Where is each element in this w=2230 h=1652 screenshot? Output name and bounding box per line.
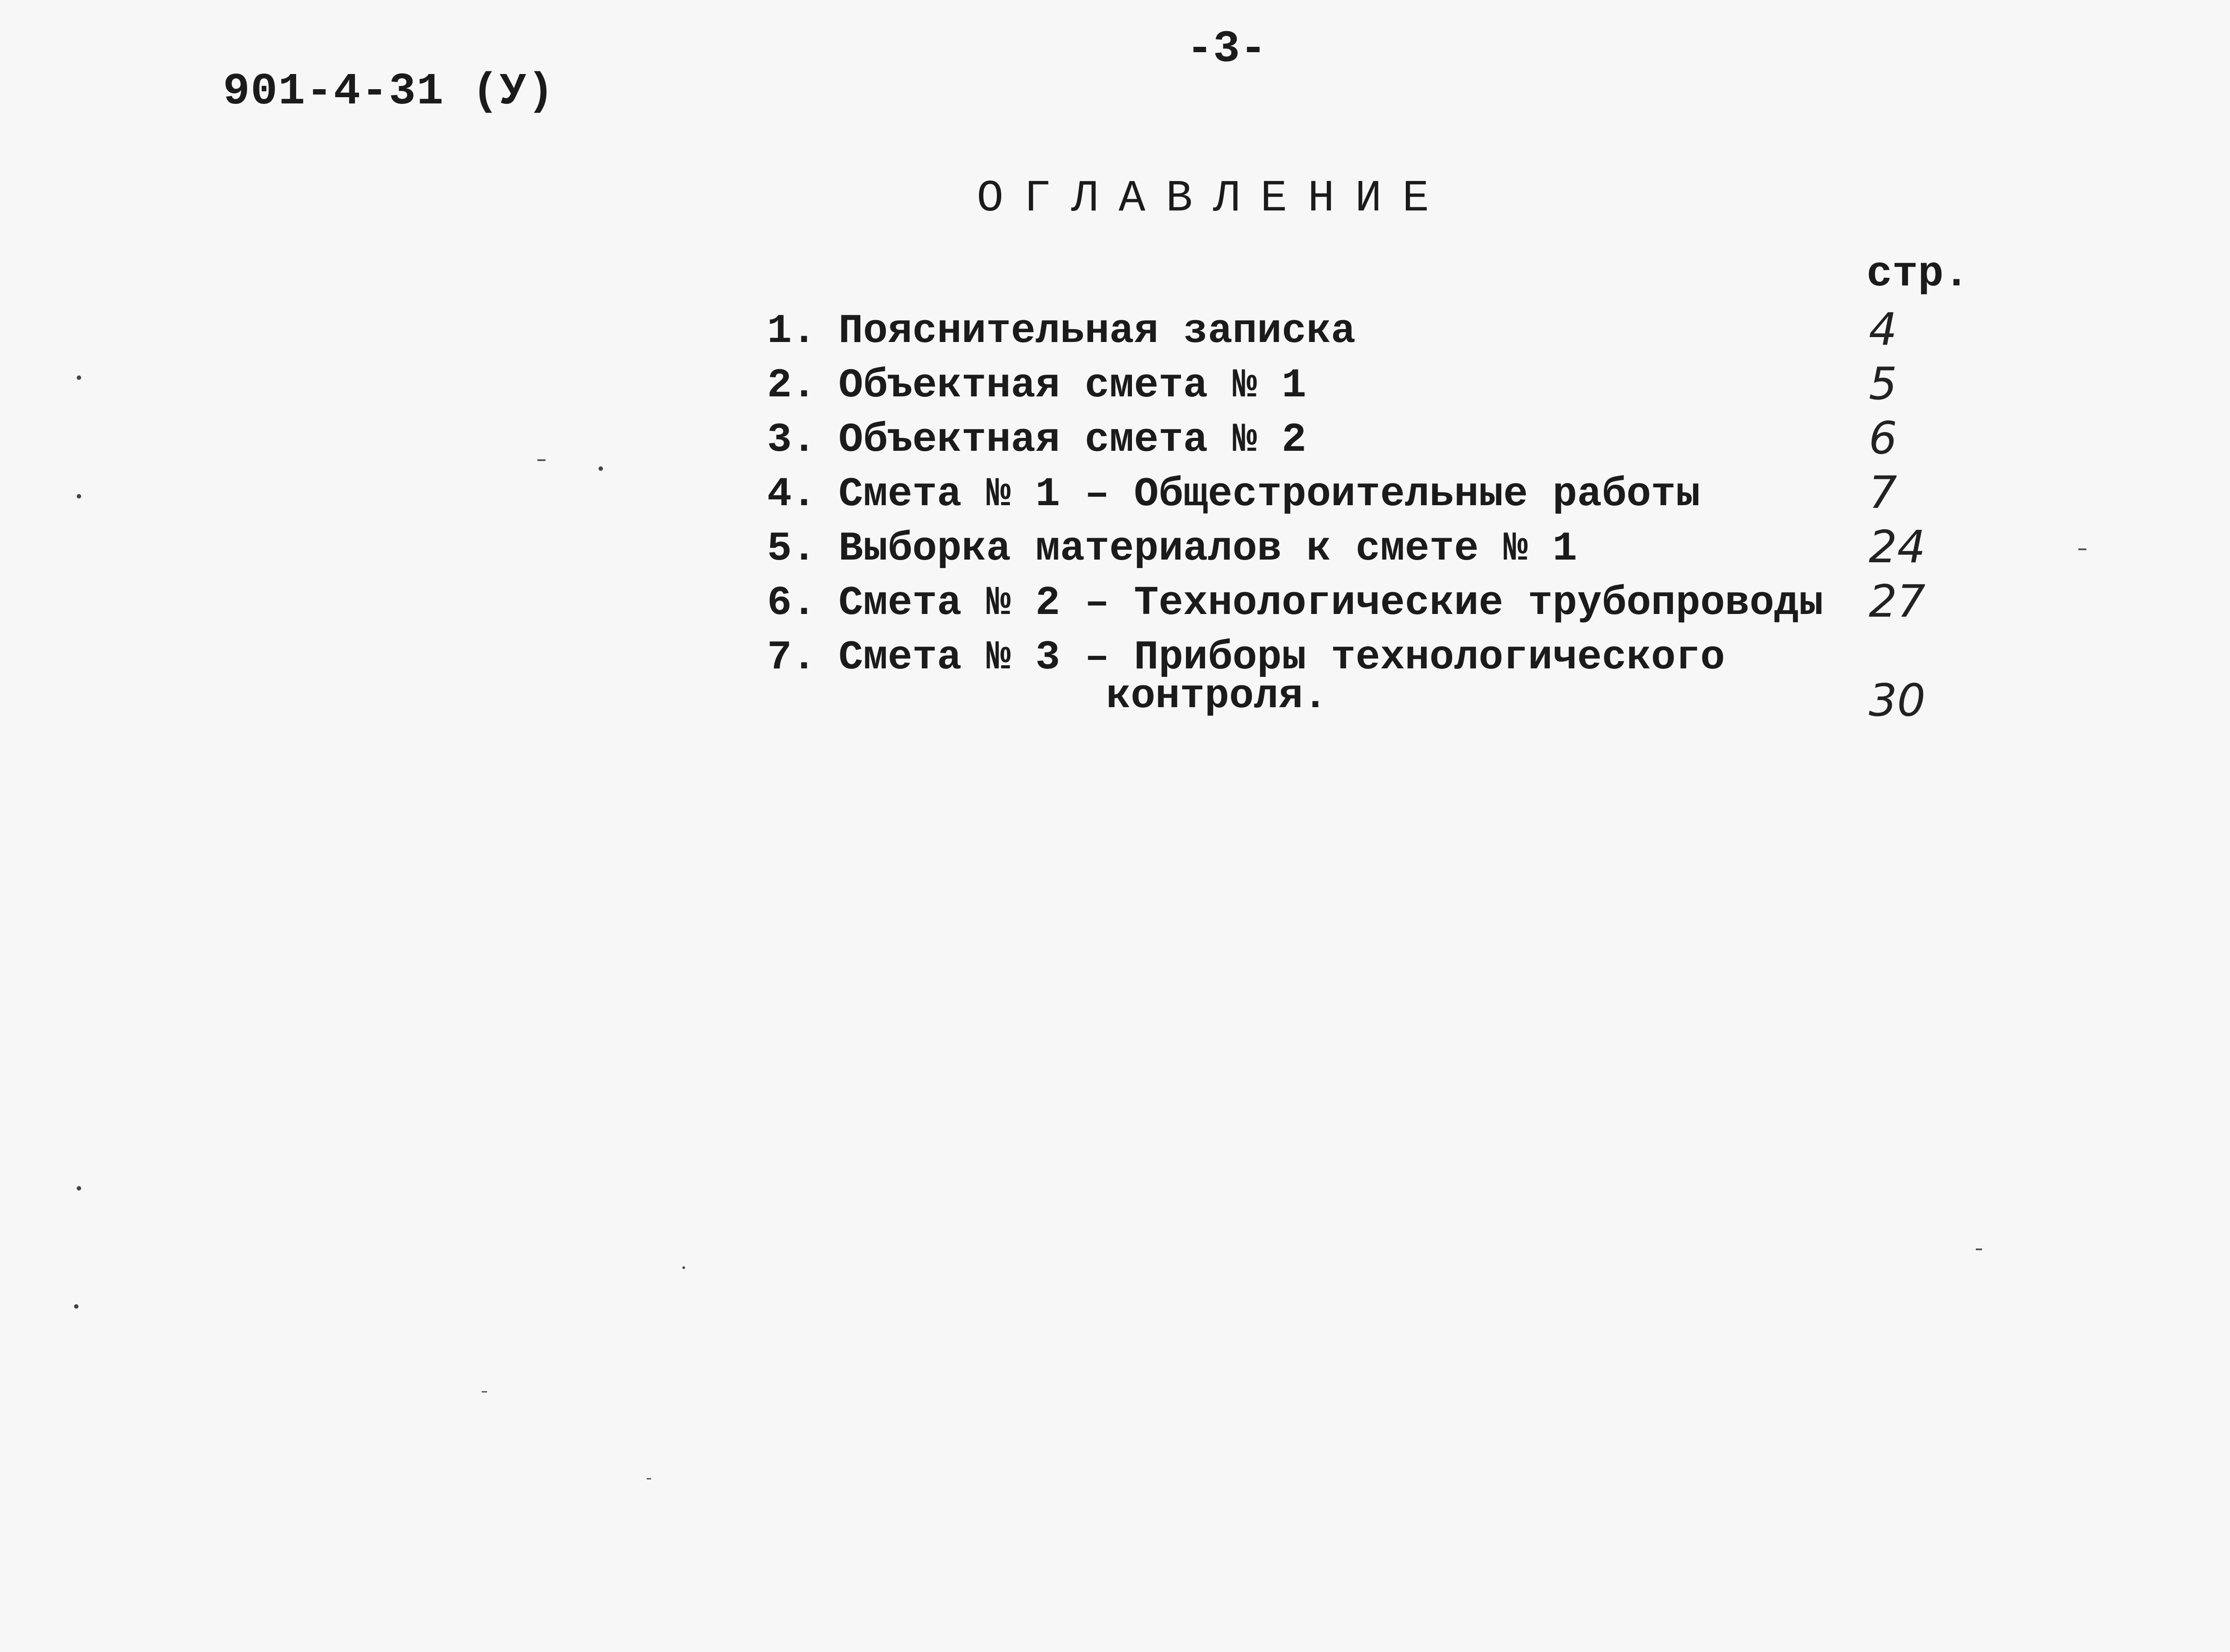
toc-item-text: Объектная смета № 2 xyxy=(838,416,1306,463)
toc-item-page: 6 xyxy=(1869,412,1897,464)
toc-item-page: 7 xyxy=(1869,466,1897,519)
toc-item-page: 30 xyxy=(1869,674,1926,726)
toc-item-number: 2. xyxy=(767,362,817,409)
scan-speck xyxy=(74,1304,78,1309)
scan-speck xyxy=(682,1266,685,1269)
toc-item-page: 27 xyxy=(1869,575,1926,627)
scan-speck xyxy=(77,494,81,498)
toc-item xyxy=(767,634,1949,732)
scan-speck xyxy=(482,1391,487,1392)
toc-item-number: 3. xyxy=(767,416,817,463)
toc-item-text: Объектная смета № 1 xyxy=(838,362,1306,409)
scan-speck xyxy=(647,1478,651,1479)
toc-item-text-line1: Смета № 3 – Приборы технологического xyxy=(838,634,1725,681)
toc-item-text xyxy=(838,634,1725,720)
toc-item xyxy=(767,412,1949,471)
toc-item xyxy=(767,466,1949,525)
toc-item xyxy=(767,358,1949,416)
toc-item-number: 7. xyxy=(767,634,817,681)
scan-speck xyxy=(537,459,545,461)
document-code: 901-4-31 (У) xyxy=(223,67,555,117)
toc-item-text: Пояснительная записка xyxy=(838,308,1356,354)
scan-speck xyxy=(77,375,81,380)
page-number: -3- xyxy=(1186,25,1267,75)
toc-item-text: Выборка материалов к смете № 1 xyxy=(838,525,1578,572)
toc-item-page: 5 xyxy=(1869,358,1897,410)
toc-item xyxy=(767,521,1949,580)
toc-item-page: 4 xyxy=(1869,303,1897,355)
toc-item xyxy=(767,303,1949,362)
toc-pages-header: стр. xyxy=(1867,250,1970,298)
toc-item-number: 6. xyxy=(767,580,817,626)
scan-speck xyxy=(599,466,603,471)
toc-item-page: 24 xyxy=(1869,521,1926,573)
toc-item-number: 5. xyxy=(767,525,817,572)
toc-item-text: Смета № 1 – Общестроительные работы xyxy=(838,471,1701,518)
toc-title: ОГЛАВЛЕНИЕ xyxy=(977,174,1450,224)
toc-item xyxy=(767,575,1949,634)
scan-speck xyxy=(1976,1248,1982,1250)
toc-item-number: 1. xyxy=(767,308,817,354)
toc-item-text: Смета № 2 – Технологические трубопроводы xyxy=(838,580,1824,626)
scan-speck xyxy=(2078,548,2086,550)
scan-speck xyxy=(77,1186,81,1191)
toc-item-number: 4. xyxy=(767,471,817,518)
toc-item-text-line2: контроля. xyxy=(1106,673,1328,720)
